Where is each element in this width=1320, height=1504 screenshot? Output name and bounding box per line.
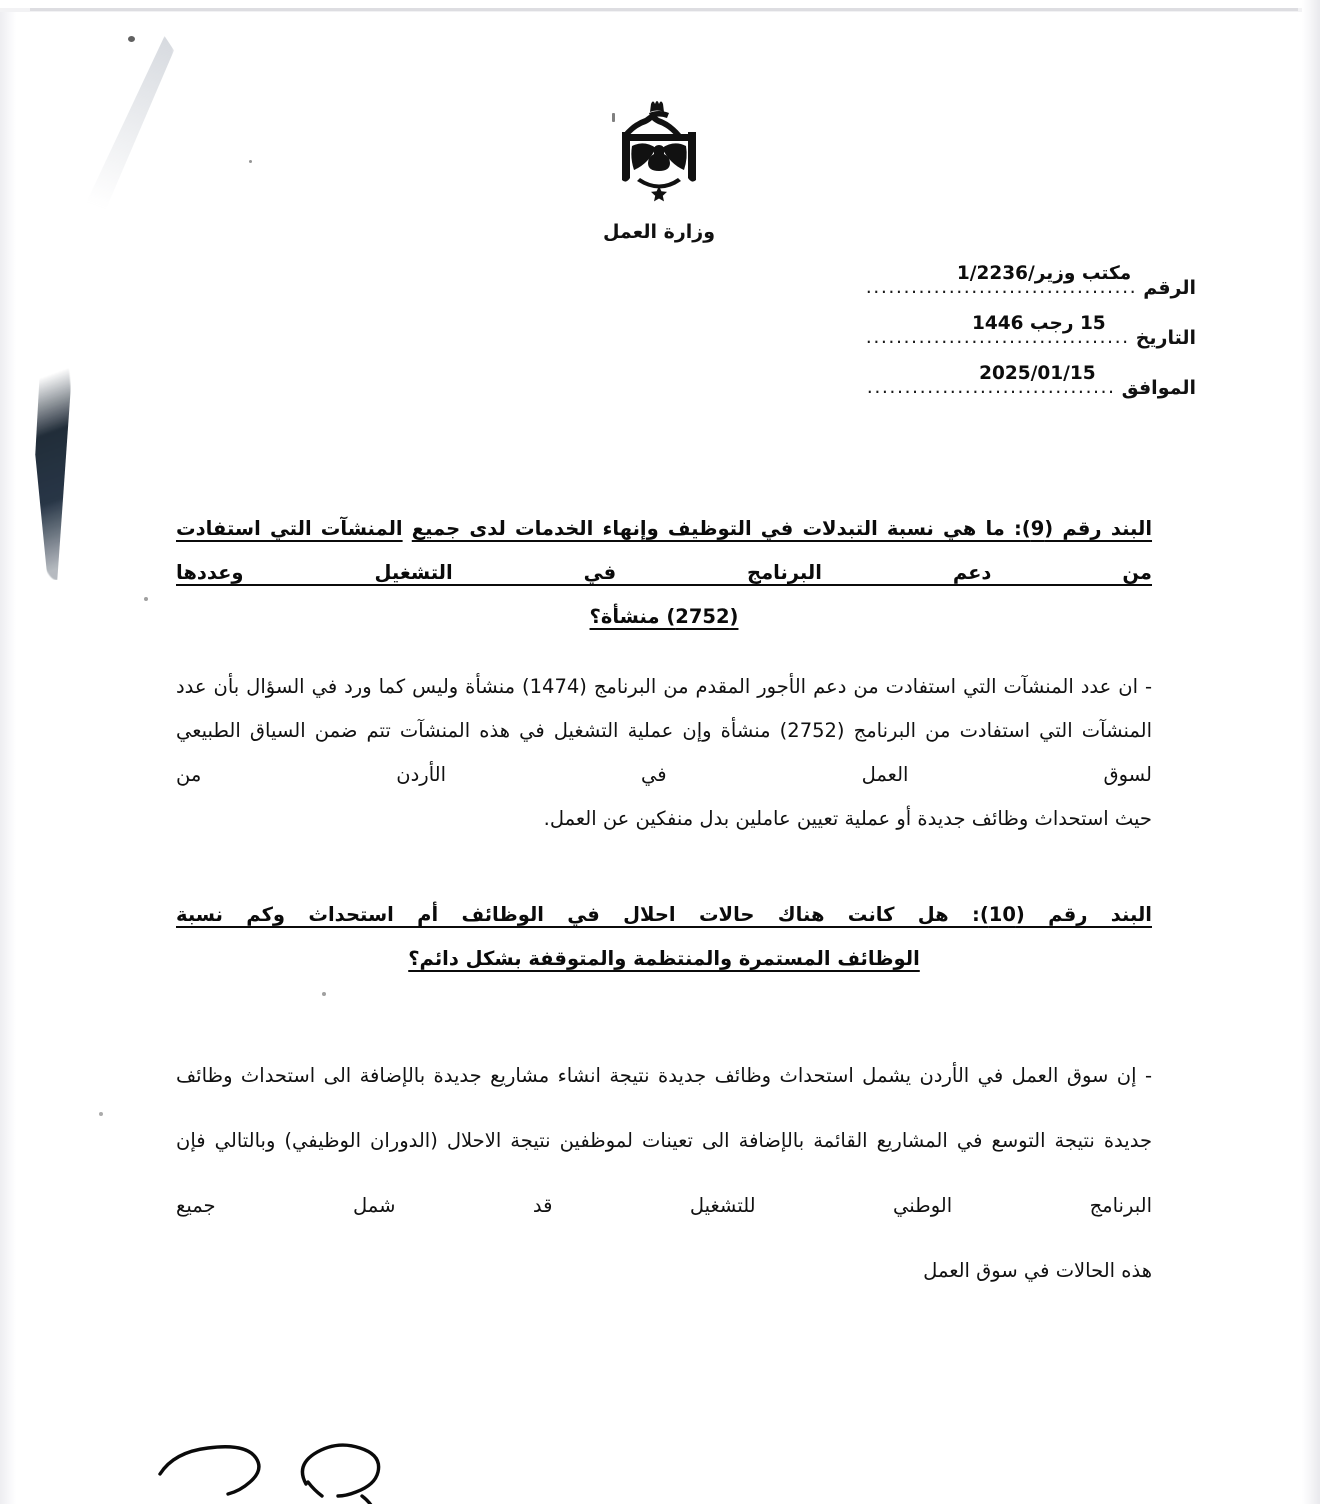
scan-speck <box>99 1112 103 1116</box>
spacer <box>176 981 1152 1043</box>
scan-left-margin <box>0 12 16 1504</box>
document-body <box>176 507 1152 1303</box>
reference-number-label: الرقم <box>1143 277 1196 299</box>
scan-top-divider <box>30 8 1298 11</box>
jordan-royal-emblem-icon <box>611 98 707 202</box>
scan-curl-shadow <box>30 250 74 580</box>
question-10-heading-line-1: البند رقم (10): هل كانت هناك حالات احلال في الوظائف أم استحداث وكم نسبة <box>176 903 1152 926</box>
scan-right-margin <box>1302 0 1320 1504</box>
question-9-heading-line-3: (2752) منشأة؟ <box>589 605 739 628</box>
reference-hijri-date-value: 15 رجب 1446 <box>971 313 1106 334</box>
question-10-heading-line-2: الوظائف المستمرة والمنتظمة والمتوقفة بشكل دائم؟ <box>408 947 920 970</box>
spacer <box>176 639 1152 665</box>
question-9-answer-last-line: حيث استحداث وظائف جديدة أو عملية تعيين عاملين بدل منفكين عن العمل. <box>543 807 1152 830</box>
question-10-answer-text: - إن سوق العمل في الأردن يشمل استحداث وظائف جديدة نتيجة انشاء مشاريع جديدة بالإضافة الى استحداث وظائف جديدة نتيجة التوسع في المشاريع القائمة بالإضافة الى تعينات لموظفين نتيجة الاحلال (الدوران الوظيفي) وبالتالي فإن البرنامج الوطني للتشغيل قد شمل جميع <box>176 1064 1152 1217</box>
question-9-answer-text: - ان عدد المنشآت التي استفادت من دعم الأجور المقدم من البرنامج (1474) منشأة وليس كما ورد في السؤال بأن عدد المنشآت التي استفادت من البرنامج (2752) منشأة وإن عملية التشغيل في هذه المنشآت تتم ضمن السياق الطبيعي لسوق العمل في الأردن من <box>176 675 1152 786</box>
reference-number-value: مكتب وزير/1/2236 <box>956 263 1132 284</box>
question-10-answer <box>176 1043 1152 1303</box>
reference-gregorian-date-row <box>866 363 1196 424</box>
reference-block <box>866 263 1196 424</box>
reference-hijri-dotted-line <box>866 313 1130 344</box>
reference-gregorian-dotted-line <box>866 363 1116 394</box>
reference-number-dotted-line <box>866 263 1137 294</box>
letterhead <box>16 98 1302 243</box>
scan-speck <box>144 597 148 601</box>
reference-hijri-date-label: التاريخ <box>1135 327 1196 349</box>
spacer <box>176 841 1152 893</box>
ministry-name: وزارة العمل <box>602 221 716 243</box>
question-9-answer <box>176 665 1152 841</box>
reference-gregorian-date-value: 2025/01/15 <box>979 363 1096 384</box>
question-10-heading <box>176 893 1152 981</box>
document-page <box>16 12 1302 1504</box>
handwritten-signature <box>156 1400 476 1504</box>
scan-top-margin <box>0 0 1320 8</box>
question-9-heading-line-2: المنشآت التي استفادت من دعم البرنامج في التشغيل وعددها <box>176 517 1152 584</box>
scan-speck <box>128 36 135 42</box>
reference-gregorian-date-label: الموافق <box>1121 377 1196 399</box>
question-9-heading-line-1: البند رقم (9): ما هي نسبة التبدلات في التوظيف وإنهاء الخدمات لدى جميع <box>411 517 1153 540</box>
question-9-heading <box>176 507 1152 639</box>
question-10-answer-last-line: هذه الحالات في سوق العمل <box>923 1259 1152 1282</box>
